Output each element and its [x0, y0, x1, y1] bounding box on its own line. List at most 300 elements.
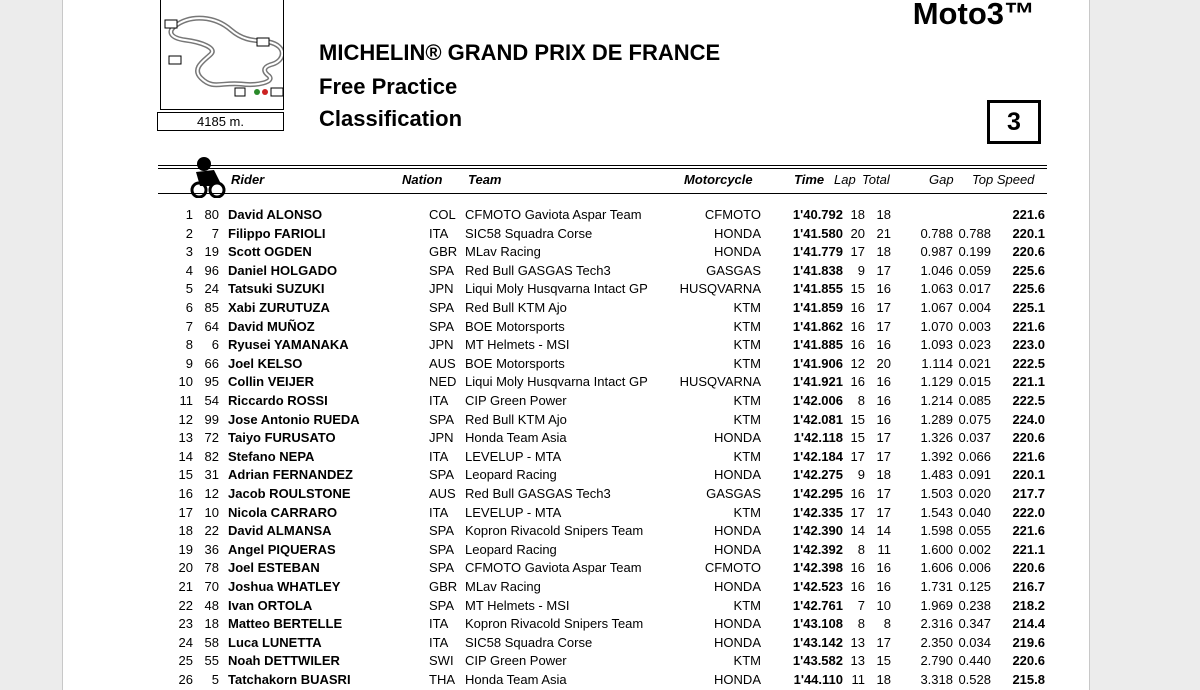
cell-gap: 1.543 [920, 504, 953, 520]
table-row [63, 633, 1089, 651]
cell-rider: Tatchakorn BUASRI [228, 672, 351, 687]
cell-rider: Taiyo FURUSATO [228, 430, 336, 446]
cell-time: 1'43.108 [792, 616, 843, 632]
col-top-speed: Top Speed [972, 172, 1035, 187]
cell-num: 19 [204, 244, 219, 260]
cell-moto: KTM [733, 355, 761, 371]
cell-total: 14 [876, 523, 891, 539]
cell-speed: 221.6 [1012, 448, 1045, 464]
cell-time: 1'42.390 [792, 523, 843, 539]
cell-team: MLav Racing [465, 244, 541, 260]
cell-team: CFMOTO Gaviota Aspar Team [465, 207, 642, 222]
cell-nation: SPA [429, 467, 455, 483]
cell-moto: HUSQVARNA [679, 374, 761, 390]
cell-gap: 2.350 [920, 634, 953, 650]
cell-lap: 17 [850, 504, 865, 520]
cell-moto: KTM [733, 448, 761, 464]
cell-diff: 0.034 [958, 634, 991, 650]
cell-pos: 20 [178, 560, 193, 576]
table-row [63, 540, 1089, 558]
cell-speed: 224.0 [1012, 411, 1045, 427]
cell-pos: 14 [178, 448, 193, 464]
cell-lap: 8 [857, 541, 865, 557]
cell-rider: Luca LUNETTA [228, 634, 322, 650]
cell-time: 1'41.779 [792, 244, 843, 260]
cell-lap: 20 [850, 225, 865, 241]
cell-nation: ITA [429, 448, 449, 464]
cell-pos: 26 [178, 672, 193, 687]
cell-gap: 1.067 [920, 300, 953, 315]
cell-rider: Scott OGDEN [228, 244, 312, 260]
cell-team: Liqui Moly Husqvarna Intact GP [465, 374, 648, 390]
track-map [160, 0, 284, 110]
cell-diff: 0.238 [958, 597, 991, 613]
cell-lap: 16 [850, 486, 865, 501]
cell-lap: 9 [857, 262, 865, 278]
cell-moto: HUSQVARNA [679, 281, 761, 297]
track-length: 4185 m. [157, 112, 284, 131]
table-row [63, 298, 1089, 316]
cell-time: 1'41.885 [792, 337, 843, 353]
cell-pos: 17 [178, 504, 193, 520]
cell-moto: HONDA [714, 672, 761, 687]
cell-moto: CFMOTO [704, 560, 761, 576]
cell-team: LEVELUP - MTA [465, 448, 562, 464]
cell-num: 55 [204, 653, 219, 669]
cell-total: 17 [876, 634, 891, 650]
cell-speed: 222.5 [1012, 393, 1045, 408]
cell-team: Honda Team Asia [465, 672, 567, 687]
cell-lap: 16 [850, 318, 865, 334]
cell-rider: Stefano NEPA [228, 448, 315, 464]
cell-diff: 0.059 [958, 262, 991, 278]
cell-num: 18 [204, 616, 219, 632]
cell-time: 1'42.392 [792, 541, 843, 557]
cell-rider: Jacob ROULSTONE [228, 486, 351, 501]
cell-rider: Nicola CARRARO [228, 504, 338, 520]
cell-speed: 220.6 [1012, 244, 1045, 260]
cell-total: 10 [876, 597, 891, 613]
cell-lap: 12 [850, 355, 865, 371]
cell-pos: 16 [178, 486, 193, 501]
cell-time: 1'42.275 [792, 467, 843, 483]
cell-team: Honda Team Asia [465, 430, 567, 446]
table-row [63, 484, 1089, 502]
cell-time: 1'42.184 [792, 448, 843, 464]
cell-nation: JPN [429, 430, 454, 446]
cell-num: 72 [204, 430, 219, 446]
cell-gap: 0.788 [920, 225, 953, 241]
cell-nation: JPN [429, 337, 454, 353]
cell-time: 1'42.761 [792, 597, 843, 613]
cell-total: 16 [876, 374, 891, 390]
cell-time: 1'41.921 [792, 374, 843, 390]
cell-total: 11 [877, 541, 891, 557]
table-row [63, 577, 1089, 595]
cell-pos: 10 [178, 374, 193, 390]
cell-nation: ITA [429, 225, 449, 241]
table-row [63, 354, 1089, 372]
cell-lap: 16 [850, 579, 865, 594]
cell-rider: Joel KELSO [228, 355, 303, 371]
cell-gap: 2.790 [920, 653, 953, 669]
cell-time: 1'42.081 [792, 411, 843, 427]
event-title: MICHELIN® GRAND PRIX DE FRANCE [319, 40, 721, 65]
cell-time: 1'41.838 [792, 262, 843, 278]
cell-rider: Xabi ZURUTUZA [228, 300, 330, 315]
cell-nation: SPA [429, 597, 455, 613]
session-title: Free Practice [319, 74, 458, 99]
cell-moto: HONDA [714, 579, 761, 594]
cell-pos: 8 [185, 337, 193, 353]
cell-rider: Daniel HOLGADO [228, 262, 338, 278]
cell-team: BOE Motorsports [465, 355, 565, 371]
cell-lap: 7 [857, 597, 865, 613]
cell-diff: 0.199 [958, 244, 991, 260]
cell-rider: Noah DETTWILER [228, 653, 340, 669]
cell-rider: David MUÑOZ [228, 318, 315, 334]
col-rider: Rider [231, 172, 265, 187]
document-page [62, 0, 1090, 690]
cell-moto: KTM [733, 393, 761, 408]
table-row [63, 651, 1089, 669]
cell-pos: 7 [185, 318, 193, 334]
cell-num: 78 [204, 560, 219, 576]
cell-nation: JPN [429, 281, 454, 297]
cell-total: 17 [876, 448, 891, 464]
cell-time: 1'42.398 [792, 560, 843, 576]
cell-lap: 16 [850, 300, 865, 315]
cell-lap: 17 [850, 448, 865, 464]
cell-rider: Ivan ORTOLA [228, 597, 313, 613]
cell-nation: ITA [429, 616, 449, 632]
cell-nation: SPA [429, 411, 455, 427]
cell-lap: 13 [850, 634, 865, 650]
cell-moto: GASGAS [706, 262, 761, 278]
table-row [63, 447, 1089, 465]
cell-num: 36 [204, 541, 219, 557]
cell-rider: Angel PIQUERAS [228, 541, 336, 557]
cell-total: 16 [876, 411, 891, 427]
cell-num: 10 [204, 504, 219, 520]
cell-lap: 13 [850, 653, 865, 669]
cell-gap: 1.093 [920, 337, 953, 353]
cell-total: 15 [876, 653, 891, 669]
table-row [63, 410, 1089, 428]
cell-num: 7 [211, 225, 219, 241]
cell-gap: 1.046 [920, 262, 953, 278]
cell-team: CFMOTO Gaviota Aspar Team [465, 560, 642, 576]
table-row [63, 261, 1089, 279]
cell-pos: 4 [185, 262, 193, 278]
cell-nation: SPA [429, 523, 455, 539]
cell-time: 1'41.862 [792, 318, 843, 334]
cell-time: 1'43.142 [792, 634, 843, 650]
cell-gap: 1.129 [920, 374, 953, 390]
cell-team: SIC58 Squadra Corse [465, 225, 593, 241]
cell-pos: 24 [178, 634, 193, 650]
cell-diff: 0.037 [958, 430, 991, 446]
cell-nation: SPA [429, 318, 455, 334]
cell-nation: SWI [429, 653, 454, 669]
cell-total: 17 [876, 504, 891, 520]
cell-time: 1'42.335 [792, 504, 843, 520]
cell-rider: Joshua WHATLEY [228, 579, 341, 594]
cell-total: 18 [876, 672, 891, 687]
cell-moto: HONDA [714, 523, 761, 539]
cell-time: 1'42.523 [792, 579, 843, 594]
cell-lap: 18 [850, 207, 865, 222]
cell-speed: 220.1 [1012, 467, 1045, 483]
cell-diff: 0.055 [958, 523, 991, 539]
cell-team: MT Helmets - MSI [465, 597, 570, 613]
col-motorcycle: Motorcycle [684, 172, 753, 187]
cell-nation: GBR [429, 579, 458, 594]
cell-gap: 1.503 [920, 486, 953, 501]
cell-speed: 221.1 [1012, 541, 1045, 557]
cell-pos: 22 [178, 597, 193, 613]
cell-num: 6 [211, 337, 219, 353]
col-gap: Gap [929, 172, 954, 187]
cell-lap: 15 [850, 281, 865, 297]
cell-pos: 2 [185, 225, 193, 241]
cell-speed: 225.6 [1012, 262, 1045, 278]
cell-rider: Tatsuki SUZUKI [228, 281, 325, 297]
cell-nation: SPA [429, 541, 455, 557]
cell-total: 16 [876, 393, 891, 408]
cell-speed: 220.6 [1012, 560, 1045, 576]
cell-team: MLav Racing [465, 579, 541, 594]
table-row [63, 614, 1089, 632]
cell-lap: 16 [850, 560, 865, 576]
cell-nation: SPA [429, 262, 455, 278]
cell-pos: 23 [178, 616, 193, 632]
cell-num: 85 [204, 300, 219, 315]
cell-nation: ITA [429, 504, 449, 520]
cell-gap: 1.483 [920, 467, 953, 483]
cell-nation: AUS [429, 486, 456, 501]
cell-rider: David ALMANSA [228, 523, 332, 539]
cell-pos: 3 [185, 244, 193, 260]
col-total: Total [862, 172, 890, 187]
cell-rider: Collin VEIJER [228, 374, 314, 390]
cell-lap: 15 [850, 411, 865, 427]
cell-nation: THA [429, 672, 455, 687]
circuit-outline-icon [161, 0, 283, 109]
col-team: Team [468, 172, 502, 187]
cell-speed: 222.0 [1012, 504, 1045, 520]
cell-gap: 1.326 [920, 430, 953, 446]
cell-gap: 1.969 [920, 597, 953, 613]
header-rule-top [158, 165, 1047, 166]
cell-num: 24 [204, 281, 219, 297]
cell-diff: 0.021 [958, 355, 991, 371]
cell-moto: HONDA [714, 467, 761, 483]
table-row [63, 279, 1089, 297]
cell-pos: 15 [178, 467, 193, 483]
cell-gap: 0.987 [920, 244, 953, 260]
cell-gap: 1.392 [920, 448, 953, 464]
cell-num: 54 [204, 393, 219, 408]
cell-num: 64 [204, 318, 219, 334]
cell-pos: 25 [178, 653, 193, 669]
cell-nation: SPA [429, 300, 455, 315]
cell-nation: COL [429, 207, 456, 222]
cell-num: 99 [204, 411, 219, 427]
cell-speed: 221.6 [1012, 318, 1045, 334]
series-title: Moto3™ [912, 0, 1035, 31]
cell-speed: 225.6 [1012, 281, 1045, 297]
cell-time: 1'41.580 [792, 225, 843, 241]
table-row [63, 224, 1089, 242]
cell-diff: 0.017 [958, 281, 991, 297]
cell-gap: 1.598 [920, 523, 953, 539]
cell-rider: Matteo BERTELLE [228, 616, 343, 632]
cell-moto: GASGAS [706, 486, 761, 501]
cell-time: 1'41.859 [792, 300, 843, 315]
cell-speed: 220.6 [1012, 430, 1045, 446]
cell-diff: 0.440 [958, 653, 991, 669]
cell-gap: 1.289 [920, 411, 953, 427]
cell-speed: 218.2 [1012, 597, 1045, 613]
cell-num: 70 [204, 579, 219, 594]
cell-diff: 0.040 [958, 504, 991, 520]
cell-team: LEVELUP - MTA [465, 504, 562, 520]
table-row [63, 596, 1089, 614]
cell-diff: 0.020 [958, 486, 991, 501]
table-row [63, 558, 1089, 576]
cell-num: 5 [211, 672, 219, 687]
cell-team: CIP Green Power [465, 653, 567, 669]
cell-gap: 1.214 [920, 393, 953, 408]
cell-diff: 0.528 [958, 672, 991, 687]
cell-pos: 9 [185, 355, 193, 371]
col-lap: Lap [834, 172, 856, 187]
cell-team: CIP Green Power [465, 393, 567, 408]
cell-time: 1'41.906 [792, 355, 843, 371]
cell-time: 1'42.295 [792, 486, 843, 501]
cell-speed: 225.1 [1012, 300, 1045, 315]
cell-pos: 5 [185, 281, 193, 297]
col-nation: Nation [402, 172, 443, 187]
table-row [63, 372, 1089, 390]
cell-pos: 21 [178, 579, 193, 594]
cell-moto: KTM [733, 337, 761, 353]
cell-speed: 221.6 [1012, 207, 1045, 222]
cell-team: Red Bull KTM Ajo [465, 411, 567, 427]
cell-total: 17 [876, 262, 891, 278]
cell-total: 8 [883, 616, 891, 632]
document-type: Classification [319, 106, 463, 131]
cell-pos: 18 [178, 523, 193, 539]
table-row [63, 335, 1089, 353]
cell-team: BOE Motorsports [465, 318, 565, 334]
cell-moto: KTM [733, 300, 761, 315]
cell-lap: 16 [850, 374, 865, 390]
cell-team: SIC58 Squadra Corse [465, 634, 593, 650]
cell-rider: Ryusei YAMANAKA [228, 337, 349, 353]
cell-time: 1'41.855 [792, 281, 843, 297]
cell-gap: 2.316 [920, 616, 953, 632]
cell-gap: 3.318 [920, 672, 953, 687]
cell-lap: 14 [850, 523, 865, 539]
cell-gap: 1.600 [920, 541, 953, 557]
cell-speed: 217.7 [1012, 486, 1045, 501]
cell-num: 96 [204, 262, 219, 278]
cell-total: 16 [876, 281, 891, 297]
cell-lap: 8 [857, 616, 865, 632]
cell-num: 95 [204, 374, 219, 390]
cell-moto: HONDA [714, 430, 761, 446]
cell-time: 1'44.110 [793, 672, 843, 687]
cell-pos: 1 [185, 207, 193, 222]
cell-moto: KTM [733, 504, 761, 520]
cell-rider: Adrian FERNANDEZ [228, 467, 353, 483]
cell-nation: AUS [429, 355, 456, 371]
cell-diff: 0.015 [958, 374, 991, 390]
cell-nation: SPA [429, 560, 455, 576]
cell-speed: 216.7 [1012, 579, 1045, 594]
cell-gap: 1.070 [920, 318, 953, 334]
cell-lap: 8 [857, 393, 865, 408]
cell-speed: 222.5 [1012, 355, 1045, 371]
cell-moto: KTM [733, 318, 761, 334]
cell-moto: KTM [733, 597, 761, 613]
cell-total: 21 [876, 225, 891, 241]
col-time: Time [794, 172, 825, 187]
cell-lap: 11 [851, 672, 865, 687]
cell-total: 17 [876, 430, 891, 446]
table-row [63, 242, 1089, 260]
cell-num: 22 [204, 523, 219, 539]
cell-rider: Joel ESTEBAN [228, 560, 320, 576]
cell-total: 16 [876, 579, 891, 594]
table-row [63, 670, 1089, 688]
cell-time: 1'40.792 [792, 207, 843, 222]
cell-nation: GBR [429, 244, 458, 260]
cell-team: Kopron Rivacold Snipers Team [465, 616, 644, 632]
cell-num: 66 [204, 355, 219, 371]
cell-diff: 0.006 [958, 560, 991, 576]
cell-gap: 1.606 [920, 560, 953, 576]
session-number: 3 [987, 100, 1041, 144]
cell-pos: 19 [178, 541, 193, 557]
cell-moto: HONDA [714, 616, 761, 632]
cell-gap: 1.114 [921, 355, 953, 371]
cell-speed: 221.6 [1012, 523, 1045, 539]
cell-gap: 1.063 [920, 281, 953, 297]
cell-team: Kopron Rivacold Snipers Team [465, 523, 644, 539]
cell-team: Leopard Racing [465, 467, 557, 483]
cell-moto: KTM [733, 411, 761, 427]
cell-moto: HONDA [714, 634, 761, 650]
table-row [63, 465, 1089, 483]
cell-total: 17 [876, 300, 891, 315]
cell-speed: 221.1 [1012, 374, 1045, 390]
cell-rider: Riccardo ROSSI [228, 393, 328, 408]
cell-team: MT Helmets - MSI [465, 337, 570, 353]
cell-num: 80 [204, 207, 219, 222]
cell-team: Red Bull KTM Ajo [465, 300, 567, 315]
cell-team: Red Bull GASGAS Tech3 [465, 262, 611, 278]
cell-lap: 16 [850, 337, 865, 353]
cell-speed: 220.6 [1012, 653, 1045, 669]
cell-diff: 0.125 [958, 579, 991, 594]
table-row [63, 503, 1089, 521]
cell-nation: ITA [429, 393, 449, 408]
cell-diff: 0.004 [958, 300, 991, 315]
cell-num: 58 [204, 634, 219, 650]
